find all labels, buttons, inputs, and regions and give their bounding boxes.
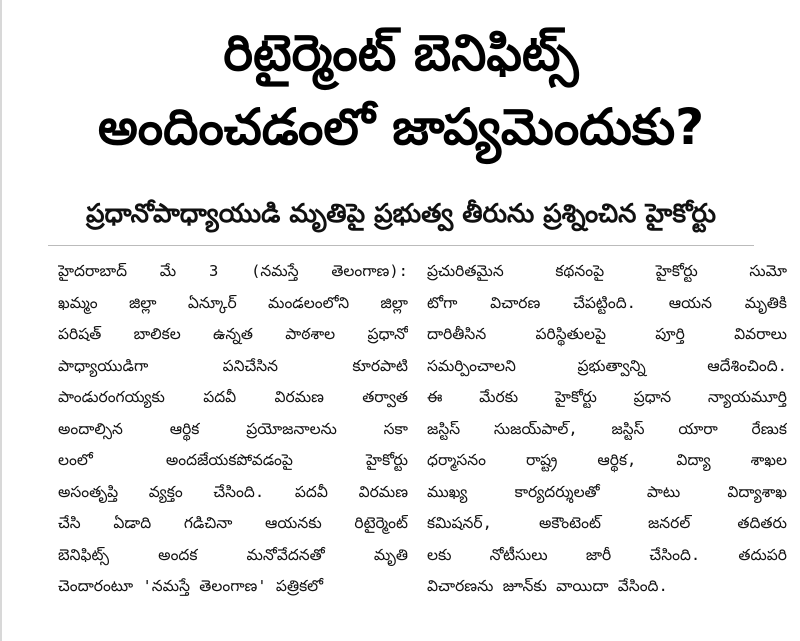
article-column-left [58,256,408,603]
article-line: టోగా విచారణ చేపట్టింది. ఆయన మృతికి [427,293,787,312]
article-line: పరిషత్ బాలికల ఉన్నత పాఠశాల ప్రధానో [58,325,408,343]
article-line: ధర్మాసనం రాష్ట్ర ఆర్థిక, విద్యా శాఖల [427,451,787,469]
article-line: చేసి ఏడాది గడిచినా ఆయనకు రిటైర్మెంట్ [58,514,408,532]
article-line: లకు నోటీసులు జారీ చేసింది. తదుపరి [427,545,787,564]
article-line: ఈ మేరకు హైకోర్టు ప్రధాన న్యాయమూర్తి [427,388,787,406]
article-line: జస్టిస్ సుజయ్‌పాల్, జస్టిస్ యారా రేణుక [427,419,787,438]
subheadline: ప్రధానోపాధ్యాయుడి మృతిపై ప్రభుత్వ తీరును ప్రశ్నించిన హైకోర్టు [86,199,716,229]
article-line: సమర్పించాలని ప్రభుత్వాన్ని ఆదేశించింది. [427,356,787,375]
article-line: అందాల్సిన ఆర్థిక ప్రయోజనాలను సకా [58,419,408,438]
article-line: బెనిఫిట్స్ అందక మనోవేదనతో మృతి [58,545,408,564]
headline-line-2: అందించడంలో జాప్యమెందుకు? [97,98,705,156]
article-line: పాధ్యాయుడిగా పనిచేసిన కూరపాటి [58,356,408,375]
article-line: ముఖ్య కార్యదర్శులతో పాటు విద్యాశాఖ [427,482,787,501]
article-line: ఖమ్మం జిల్లా ఏన్కూర్ మండలంలోని జిల్లా [58,293,408,312]
article-line: హైదరాబాద్ మే 3 (నమస్తే తెలంగాణ): [58,262,408,280]
article-line: విచారణను జూన్‌కు వాయిదా వేసింది. [427,577,668,595]
article-line: చెందారంటూ 'నమస్తే తెలంగాణ' పత్రికలో [58,577,324,595]
article-line: దారితీసిన పరిస్థితులపై పూర్తి వివరాలు [427,325,787,343]
article-line: అసంతృప్తి వ్యక్తం చేసింది. పదవీ విరమణ [58,482,408,501]
article-line: లంలో అందజేయకపోవడంపై హైకోర్టు [58,451,408,469]
divider [48,245,754,246]
article-column-right [427,256,787,603]
headline-line-1: రిటైర్మెంట్ బెనిఫిట్స్ [223,24,579,82]
article-line: ప్రచురితమైన కథనంపై హైకోర్టు సుమో [427,262,787,280]
article-line: కమిషనర్, అకౌంటెంట్ జనరల్ తదితరు [427,514,787,532]
article-line: పాండురంగయ్యకు పదవీ విరమణ తర్వాత [58,388,408,406]
